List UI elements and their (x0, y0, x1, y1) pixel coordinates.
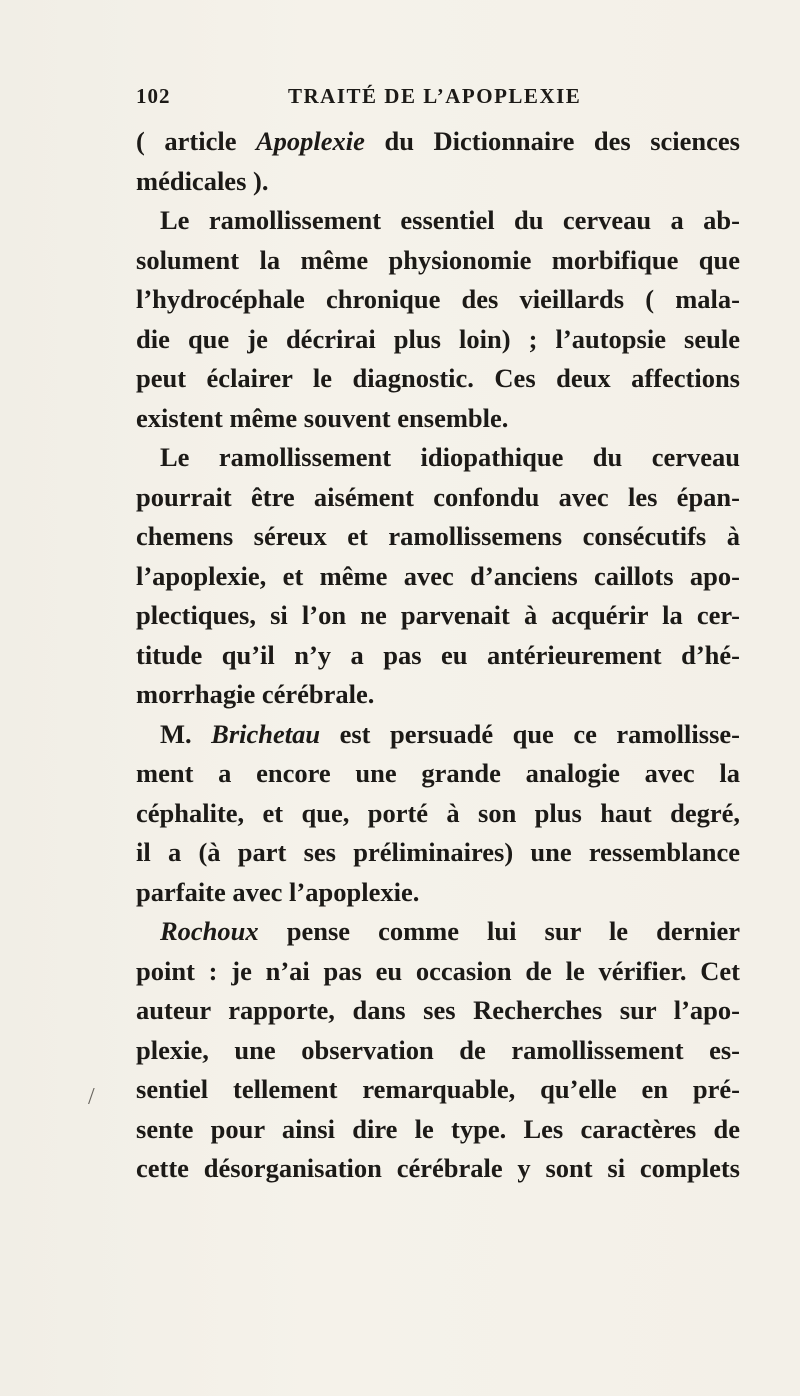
text-line: l’apoplexie, et même avec d’anciens caillots apo- (136, 560, 740, 591)
text-line: solument la même physionomie morbifique que (136, 244, 740, 275)
text-line: peut éclairer le diagnostic. Ces deux affections (136, 363, 740, 393)
text-line: céphalite, et que, porté à son plus haut degré, (136, 797, 740, 828)
text-line: sentiel tellement remarquable, qu’elle en pré- (136, 1074, 740, 1104)
text-line: l’hydrocéphale chronique des vieillards ( mala- (136, 284, 740, 314)
text-line: ment a encore une grande analogie avec la (136, 758, 740, 788)
running-title: TRAITÉ DE L’APOPLEXIE (288, 84, 582, 108)
margin-mark: / (88, 1084, 95, 1110)
page-number: 102 (136, 84, 171, 108)
text-line: parfaite avec l’apoplexie. (136, 876, 420, 907)
text-line: plexie, une observation de ramollissement es- (136, 1034, 740, 1065)
text-line: sente pour ainsi dire le type. Les caractères de (136, 1113, 740, 1144)
italic-name: Rochoux (160, 916, 259, 946)
text-line: auteur rapporte, dans ses Recherches sur l’apo- (136, 995, 740, 1025)
text-line: médicales ). (136, 165, 269, 196)
paragraph-start: Le ramollissement essentiel du cerveau a ab- (160, 205, 740, 235)
text-line: point : je n’ai pas eu occasion de le vérifier. Cet (136, 955, 740, 986)
page-header (136, 84, 756, 114)
text-line: il a (à part ses préliminaires) une ressemblance (136, 837, 740, 867)
italic-term: Apoplexie (256, 126, 365, 156)
paragraph-start: Rochoux pense comme lui sur le dernier (160, 916, 740, 946)
body-text (136, 122, 740, 1189)
text-line: cette désorganisation cérébrale y sont si complets (136, 1153, 740, 1183)
text-line: ( article Apoplexie du Dictionnaire des sciences (136, 126, 740, 156)
text-line: titude qu’il n’y a pas eu antérieurement d’hé- (136, 639, 740, 670)
text-line: chemens séreux et ramollissemens consécutifs à (136, 521, 740, 551)
text-line: pourrait être aisément confondu avec les épan- (136, 481, 740, 512)
text-line: morrhagie cérébrale. (136, 679, 375, 709)
text-line: plectiques, si l’on ne parvenait à acquérir la cer- (136, 600, 740, 630)
text-line: existent même souvent ensemble. (136, 402, 509, 433)
italic-name: Brichetau (211, 718, 321, 749)
paragraph-start: Le ramollissement idiopathique du cerveau (160, 442, 740, 472)
text-line: die que je décrirai plus loin) ; l’autopsie seule (136, 323, 740, 354)
paragraph-start: M. Brichetau est persuadé que ce ramollisse- (160, 718, 740, 749)
